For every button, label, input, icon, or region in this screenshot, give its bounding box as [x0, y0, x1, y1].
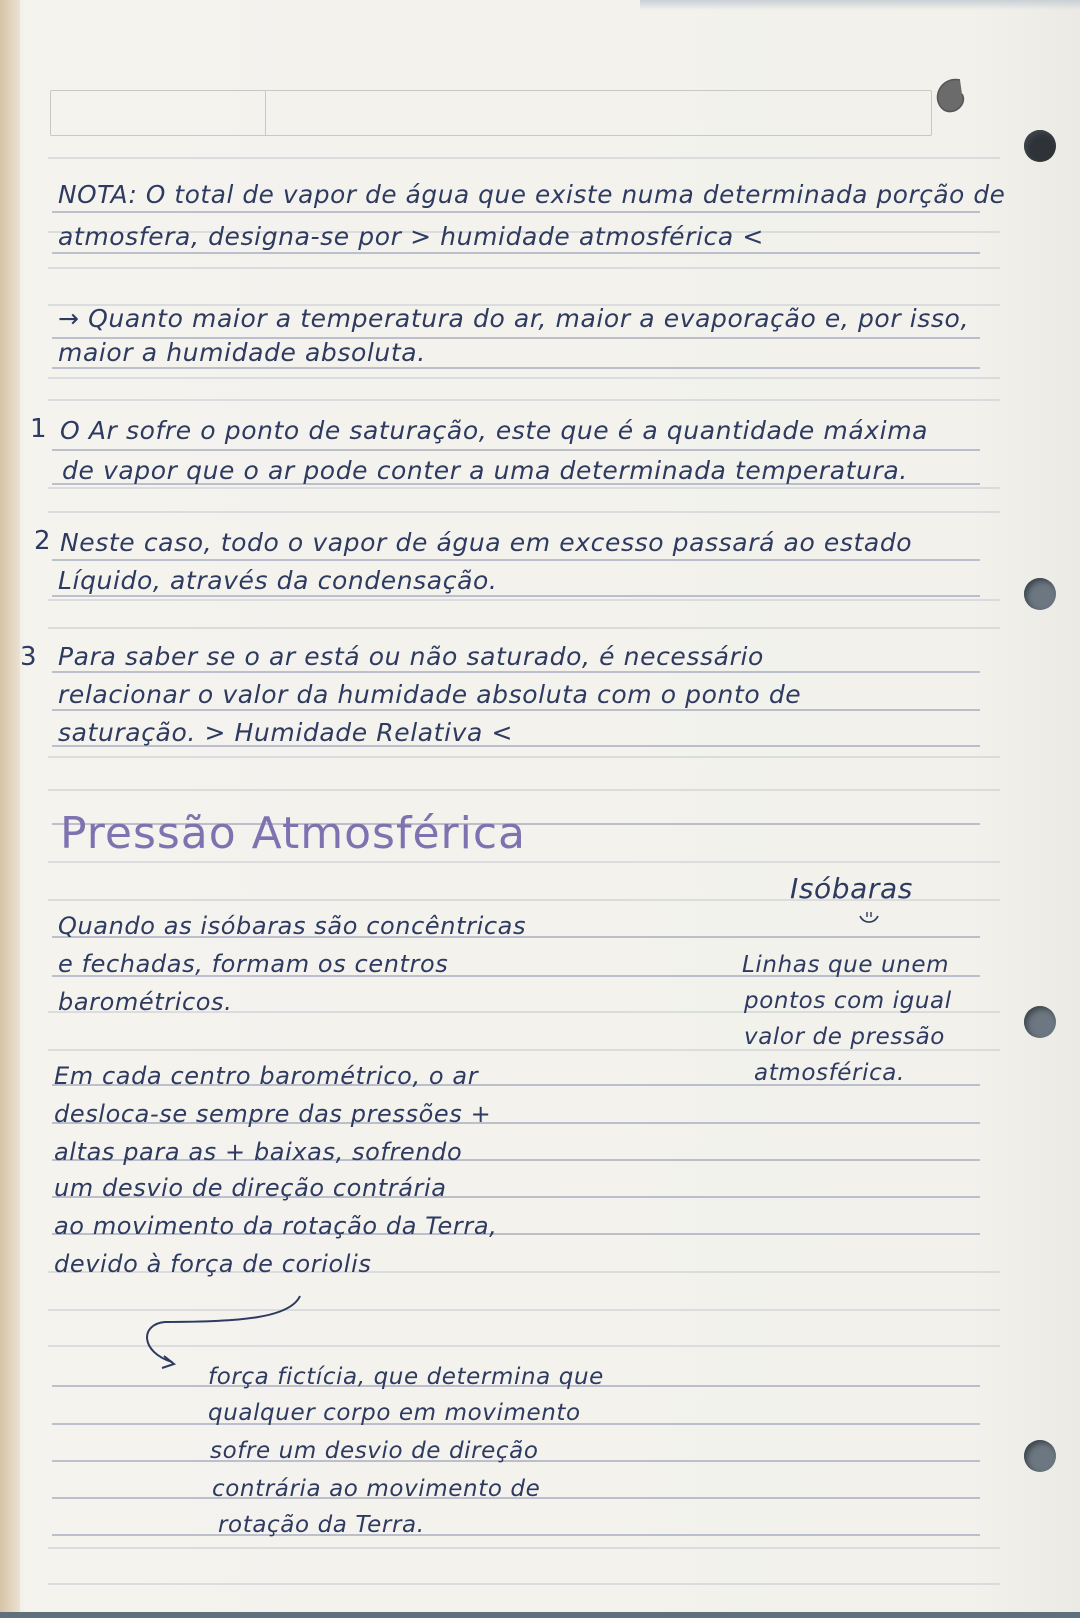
coriolis-line-1: força fictícia, que determina que [208, 1364, 604, 1390]
item-2-line-1: Neste caso, todo o vapor de água em excesso passará ao estado [60, 528, 913, 557]
movimento-line-5: ao movimento da rotação da Terra, [54, 1212, 498, 1240]
movimento-line-2: desloca-se sempre das pressões + [54, 1100, 492, 1128]
item-2-line-2: Líquido, através da condensação. [58, 566, 498, 595]
item-3-line-2: relacionar o valor da humidade absoluta com o ponto de [58, 680, 802, 709]
movimento-line-6: devido à força de coriolis [54, 1250, 372, 1278]
note-line-1: NOTA: O total de vapor de água que existe numa determinada porção de [58, 180, 1006, 209]
movimento-line-4: um desvio de direção contrária [54, 1174, 447, 1202]
coriolis-line-4: contrária ao movimento de [212, 1476, 541, 1502]
smile-doodle [858, 910, 880, 926]
page-bottom-edge [0, 1612, 1080, 1618]
header-box-divider [265, 90, 266, 136]
coriolis-arrow [147, 1296, 300, 1362]
movimento-line-3: altas para as + baixas, sofrendo [54, 1138, 463, 1166]
centros-line-3: barométricos. [58, 988, 233, 1016]
arrow-item-line-2: maior a humidade absoluta. [58, 338, 426, 367]
section-title: Pressão Atmosférica [60, 808, 526, 859]
centros-line-1: Quando as isóbaras são concêntricas [58, 912, 527, 940]
isobaras-line-2: pontos com igual [744, 988, 952, 1014]
item-3-line-1: Para saber se o ar está ou não saturado, é necessário [58, 642, 764, 671]
isobaras-line-3: valor de pressão [744, 1024, 945, 1050]
note-line-2: atmosfera, designa-se por > humidade atmosférica < [58, 222, 764, 251]
item-3-line-3: saturação. > Humidade Relativa < [58, 718, 514, 747]
movimento-line-1: Em cada centro barométrico, o ar [54, 1062, 479, 1090]
centros-line-2: e fechadas, formam os centros [58, 950, 449, 978]
isobaras-line-1: Linhas que unem [742, 952, 950, 978]
binder-hole [1024, 1006, 1056, 1038]
coriolis-line-5: rotação da Terra. [218, 1512, 425, 1538]
item-1-line-1: O Ar sofre o ponto de saturação, este que é a quantidade máxima [60, 416, 929, 445]
isobaras-heading: Isóbaras [790, 872, 913, 905]
item-2-number: 2 [34, 526, 52, 556]
header-box [50, 90, 932, 136]
isobaras-line-4: atmosférica. [754, 1060, 905, 1086]
item-3-number: 3 [20, 642, 38, 672]
arrow-item-line-1: → Quanto maior a temperatura do ar, maior a evaporação e, por isso, [58, 304, 969, 333]
coriolis-line-2: qualquer corpo em movimento [208, 1400, 581, 1426]
binder-hole [1024, 1440, 1056, 1472]
coriolis-line-3: sofre um desvio de direção [210, 1438, 539, 1464]
item-1-number: 1 [30, 414, 48, 444]
corner-smudge [937, 80, 963, 112]
item-1-line-2: de vapor que o ar pode conter a uma determinada temperatura. [62, 456, 908, 485]
binder-hole [1024, 130, 1056, 162]
binder-hole [1024, 578, 1056, 610]
